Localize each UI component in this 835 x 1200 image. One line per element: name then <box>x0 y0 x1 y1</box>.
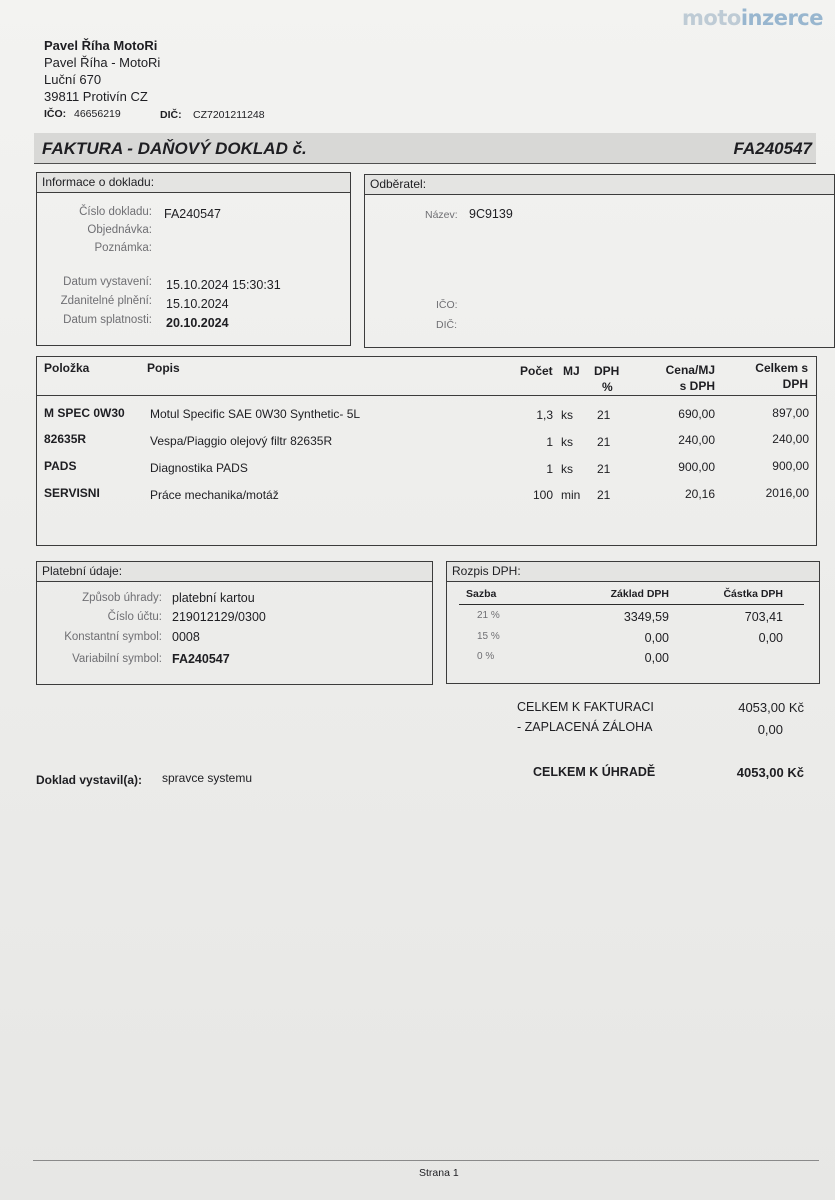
supplier-street: Luční 670 <box>44 72 102 87</box>
item-qty: 1,3 <box>536 408 553 422</box>
customer-box <box>364 174 835 348</box>
vat-amount: 703,41 <box>744 610 783 624</box>
vat-rate: 15 % <box>477 631 500 642</box>
vat-header: Rozpis DPH: <box>447 562 819 582</box>
customer-ico-label: IČO: <box>436 299 458 311</box>
supplier-name-bold: Pavel Říha MotoRi <box>44 38 158 53</box>
col-desc-header: Popis <box>147 361 180 375</box>
item-price: 240,00 <box>678 433 715 447</box>
item-vat: 21 <box>597 488 611 502</box>
item-desc: Vespa/Piaggio olejový filtr 82635R <box>150 434 333 448</box>
footer-divider <box>33 1160 819 1161</box>
vat-col-rate: Sazba <box>466 588 497 600</box>
doc-number-label: Číslo dokladu: <box>79 206 152 218</box>
item-qty: 1 <box>546 462 553 476</box>
item-price: 900,00 <box>678 460 715 474</box>
vat-rate: 0 % <box>477 651 495 662</box>
payment-method-label: Způsob úhrady: <box>82 592 162 604</box>
order-label: Objednávka: <box>87 224 152 236</box>
customer-dic-label: DIČ: <box>436 319 457 331</box>
issue-date: 15.10.2024 15:30:31 <box>166 278 281 292</box>
item-code: 82635R <box>44 432 87 446</box>
col-vat-header-1: DPH <box>594 364 620 378</box>
total-invoiced: 4053,00 Kč <box>738 700 804 715</box>
page-number: Strana 1 <box>419 1167 459 1179</box>
account-number: 219012129/0300 <box>172 610 266 624</box>
tax-date-label: Zdanitelné plnění: <box>60 295 152 307</box>
note-label: Poznámka: <box>94 242 152 254</box>
col-price-header-1: Cena/MJ <box>665 363 715 377</box>
item-vat: 21 <box>597 408 611 422</box>
variable-symbol-label: Variabilní symbol: <box>72 653 162 665</box>
vat-header-rule <box>459 604 804 605</box>
supplier-ico: 46656219 <box>74 108 121 120</box>
col-total-header-1: Celkem s <box>755 361 808 375</box>
due-date: 20.10.2024 <box>166 316 229 330</box>
item-unit: ks <box>561 462 573 476</box>
variable-symbol: FA240547 <box>172 652 230 666</box>
item-price: 20,16 <box>684 487 715 501</box>
deposit-amount: 0,00 <box>757 722 783 737</box>
watermark-logo: motoinzerce <box>682 6 823 30</box>
item-unit: min <box>561 488 581 502</box>
item-qty: 1 <box>546 435 553 449</box>
constant-symbol-label: Konstantní symbol: <box>64 631 162 643</box>
col-qty-header: Počet <box>520 364 553 378</box>
vat-amount: 0,00 <box>758 631 783 645</box>
item-unit: ks <box>561 408 573 422</box>
total-invoiced-label: CELKEM K FAKTURACI <box>517 700 654 714</box>
item-code: PADS <box>44 459 77 473</box>
item-desc: Motul Specific SAE 0W30 Synthetic- 5L <box>150 407 361 421</box>
vat-base: 3349,59 <box>623 610 669 624</box>
item-total: 897,00 <box>772 406 809 420</box>
item-code: SERVISNI <box>44 486 100 500</box>
supplier-ico-label: IČO: <box>44 108 67 120</box>
due-date-label: Datum splatnosti: <box>63 314 152 326</box>
issue-date-label: Datum vystavení: <box>63 276 152 288</box>
doc-number: FA240547 <box>164 207 221 221</box>
item-desc: Diagnostika PADS <box>150 461 248 475</box>
vat-rate: 21 % <box>477 610 500 621</box>
tax-date: 15.10.2024 <box>166 297 229 311</box>
invoice-title: FAKTURA - DAŇOVÝ DOKLAD č. <box>42 139 307 158</box>
vat-col-base: Základ DPH <box>610 588 669 600</box>
item-qty: 100 <box>532 488 553 502</box>
payment-header: Platební údaje: <box>37 562 432 582</box>
invoice-title-bar <box>34 133 816 164</box>
deposit-label: - ZAPLACENÁ ZÁLOHA <box>517 720 653 734</box>
supplier-dic-label: DIČ: <box>160 109 182 121</box>
supplier-name: Pavel Říha - MotoRi <box>44 55 161 70</box>
customer-name: 9C9139 <box>469 207 513 221</box>
customer-header: Odběratel: <box>365 175 834 195</box>
account-label: Číslo účtu: <box>107 611 162 623</box>
item-vat: 21 <box>597 435 611 449</box>
item-total: 900,00 <box>772 459 809 473</box>
item-total: 2016,00 <box>765 486 809 500</box>
amount-due-label: CELKEM K ÚHRADĚ <box>533 765 656 779</box>
vat-base: 0,00 <box>644 631 669 645</box>
item-price: 690,00 <box>678 407 715 421</box>
item-code: M SPEC 0W30 <box>44 406 125 420</box>
col-price-header-2: s DPH <box>679 379 715 393</box>
issuer-label: Doklad vystavil(a): <box>36 773 143 787</box>
vat-base: 0,00 <box>644 651 669 665</box>
item-unit: ks <box>561 435 573 449</box>
constant-symbol: 0008 <box>172 630 200 644</box>
item-total: 240,00 <box>772 432 809 446</box>
items-header-divider <box>37 395 816 396</box>
customer-name-label: Název: <box>425 209 458 221</box>
issuer-name: spravce systemu <box>162 771 253 785</box>
col-unit-header: MJ <box>563 364 580 378</box>
amount-due: 4053,00 Kč <box>736 765 804 780</box>
supplier-dic: CZ7201211248 <box>193 109 265 121</box>
col-total-header-2: DPH <box>782 377 808 391</box>
item-desc: Práce mechanika/motáž <box>150 488 279 502</box>
col-item-header: Položka <box>44 361 90 375</box>
invoice-number: FA240547 <box>733 139 812 158</box>
item-vat: 21 <box>597 462 611 476</box>
supplier-city: 39811 Protivín CZ <box>44 89 148 104</box>
col-vat-header-2: % <box>602 380 613 394</box>
doc-info-header: Informace o dokladu: <box>37 173 350 193</box>
vat-col-amount: Částka DPH <box>723 588 783 600</box>
payment-method: platební kartou <box>172 591 255 605</box>
